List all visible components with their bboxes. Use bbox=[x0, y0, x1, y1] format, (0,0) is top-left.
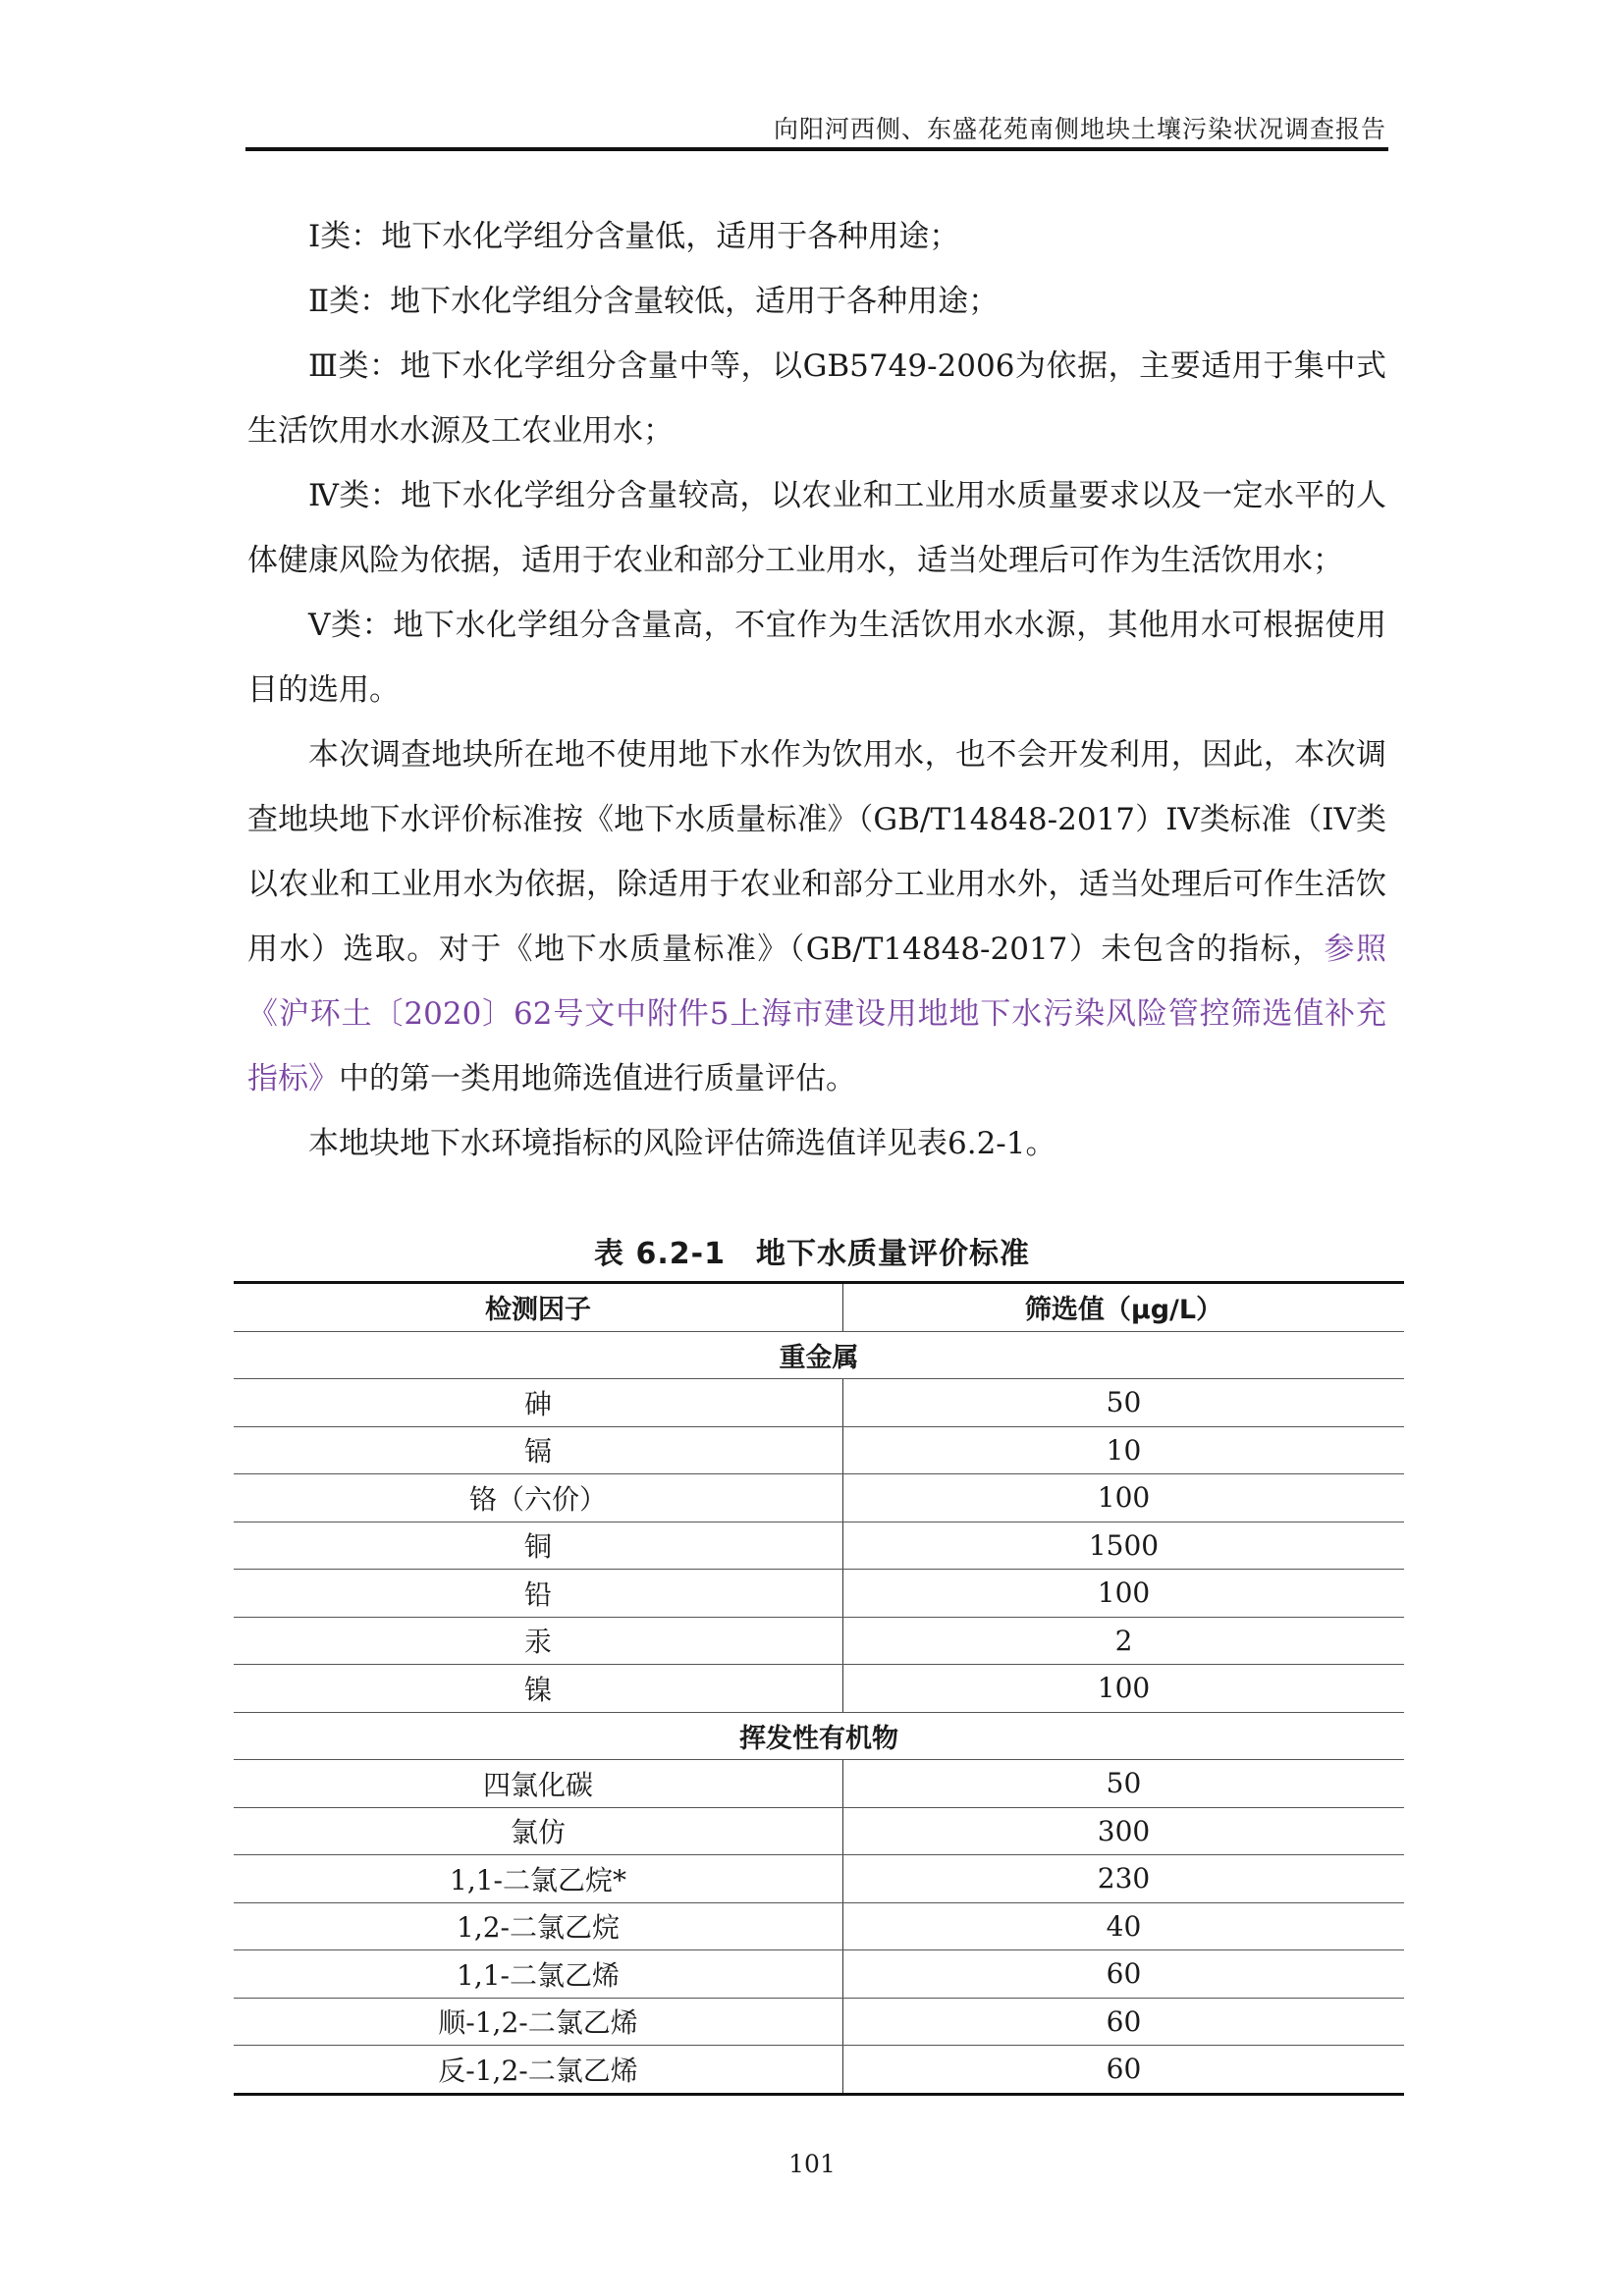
table-row bbox=[234, 2046, 1404, 2095]
factor-cell: 铬（六价） bbox=[234, 1474, 843, 1522]
factor-cell: 反-1,2-二氯乙烯 bbox=[234, 2046, 843, 2095]
value-cell: 60 bbox=[843, 1950, 1405, 1999]
header-divider bbox=[245, 147, 1388, 151]
value-cell: 40 bbox=[843, 1902, 1405, 1950]
table-body bbox=[234, 1331, 1404, 2094]
supplementary-standard-reference: 参照《沪环土〔2020〕62号文中附件5上海市建设用地地下水污染风险管控筛选值补充指标》 bbox=[247, 932, 1386, 1096]
factor-cell: 砷 bbox=[234, 1379, 843, 1427]
groundwater-class-4-paragraph: Ⅳ类：地下水化学组分含量较高，以农业和工业用水质量要求以及一定水平的人体健康风险为依据，适用于农业和部分工业用水，适当处理后可作为生活饮用水； bbox=[247, 478, 1386, 578]
page-number: 101 bbox=[788, 2150, 836, 2178]
table-row bbox=[234, 1617, 1404, 1665]
standard-text-after: 中的第一类用地筛选值进行质量评估。 bbox=[339, 1061, 856, 1096]
table-row bbox=[234, 1379, 1404, 1427]
evaluation-standard-paragraph bbox=[247, 722, 1386, 1111]
factor-cell: 顺-1,2-二氯乙烯 bbox=[234, 1998, 843, 2046]
report-header-title: 向阳河西侧、东盛花苑南侧地块土壤污染状况调查报告 bbox=[773, 115, 1386, 143]
value-cell: 1500 bbox=[843, 1522, 1405, 1570]
header-factor: 检测因子 bbox=[234, 1283, 843, 1332]
table-header-row bbox=[234, 1283, 1404, 1332]
factor-cell: 氯仿 bbox=[234, 1807, 843, 1855]
groundwater-class-3-paragraph: Ⅲ类：地下水化学组分含量中等，以GB5749-2006为依据，主要适用于集中式生活饮用水水源及工农业用水； bbox=[247, 348, 1386, 449]
value-cell: 60 bbox=[843, 1998, 1405, 2046]
table-row bbox=[234, 1807, 1404, 1855]
groundwater-quality-table bbox=[234, 1281, 1404, 2096]
groundwater-class-2-paragraph: Ⅱ类：地下水化学组分含量较低，适用于各种用途； bbox=[308, 284, 1000, 319]
factor-cell: 1,1-二氯乙烷* bbox=[234, 1855, 843, 1903]
factor-cell: 四氯化碳 bbox=[234, 1760, 843, 1808]
table-group-row bbox=[234, 1712, 1404, 1760]
table-row bbox=[234, 1474, 1404, 1522]
table-row bbox=[234, 1902, 1404, 1950]
factor-cell: 镍 bbox=[234, 1665, 843, 1713]
table-reference-paragraph: 本地块地下水环境指标的风险评估筛选值详见表6.2-1。 bbox=[308, 1126, 1056, 1161]
factor-cell: 镉 bbox=[234, 1426, 843, 1474]
value-cell: 60 bbox=[843, 2046, 1405, 2095]
header-screening-value: 筛选值（μg/L） bbox=[843, 1283, 1405, 1332]
table-row bbox=[234, 1570, 1404, 1618]
value-cell: 100 bbox=[843, 1570, 1405, 1618]
value-cell: 300 bbox=[843, 1807, 1405, 1855]
value-cell: 50 bbox=[843, 1379, 1405, 1427]
value-cell: 10 bbox=[843, 1426, 1405, 1474]
factor-cell: 1,2-二氯乙烷 bbox=[234, 1902, 843, 1950]
table-row bbox=[234, 1760, 1404, 1808]
table-row bbox=[234, 1426, 1404, 1474]
factor-cell: 铜 bbox=[234, 1522, 843, 1570]
factor-cell: 铅 bbox=[234, 1570, 843, 1618]
group-name: 挥发性有机物 bbox=[234, 1712, 1404, 1760]
table-caption: 表 6.2-1 地下水质量评价标准 bbox=[594, 1237, 1030, 1271]
factor-cell: 汞 bbox=[234, 1617, 843, 1665]
value-cell: 50 bbox=[843, 1760, 1405, 1808]
groundwater-class-5-paragraph: Ⅴ类：地下水化学组分含量高，不宜作为生活饮用水水源，其他用水可根据使用目的选用。 bbox=[247, 608, 1386, 708]
table-row bbox=[234, 1855, 1404, 1903]
value-cell: 100 bbox=[843, 1665, 1405, 1713]
table-row bbox=[234, 1522, 1404, 1570]
body-text bbox=[247, 204, 1386, 1176]
value-cell: 100 bbox=[843, 1474, 1405, 1522]
table-row bbox=[234, 1998, 1404, 2046]
factor-cell: 1,1-二氯乙烯 bbox=[234, 1950, 843, 1999]
table-row bbox=[234, 1950, 1404, 1999]
value-cell: 230 bbox=[843, 1855, 1405, 1903]
groundwater-class-1-paragraph: Ⅰ类：地下水化学组分含量低，适用于各种用途； bbox=[308, 219, 960, 254]
value-cell: 2 bbox=[843, 1617, 1405, 1665]
group-name: 重金属 bbox=[234, 1331, 1404, 1379]
table-group-row bbox=[234, 1331, 1404, 1379]
table-row bbox=[234, 1665, 1404, 1713]
standard-text-before: 本次调查地块所在地不使用地下水作为饮用水，也不会开发利用，因此，本次调查地块地下水评价标准按《地下水质量标准》（GB/T14848-2017）IV类标准（IV类以农业和工业用水为依据，除适用于农业和部分工业用水外，适当处理后可作生活饮用水）选取。对于《地下水质量标准》（GB/T14848-2017）未包含的指标， bbox=[247, 737, 1386, 967]
